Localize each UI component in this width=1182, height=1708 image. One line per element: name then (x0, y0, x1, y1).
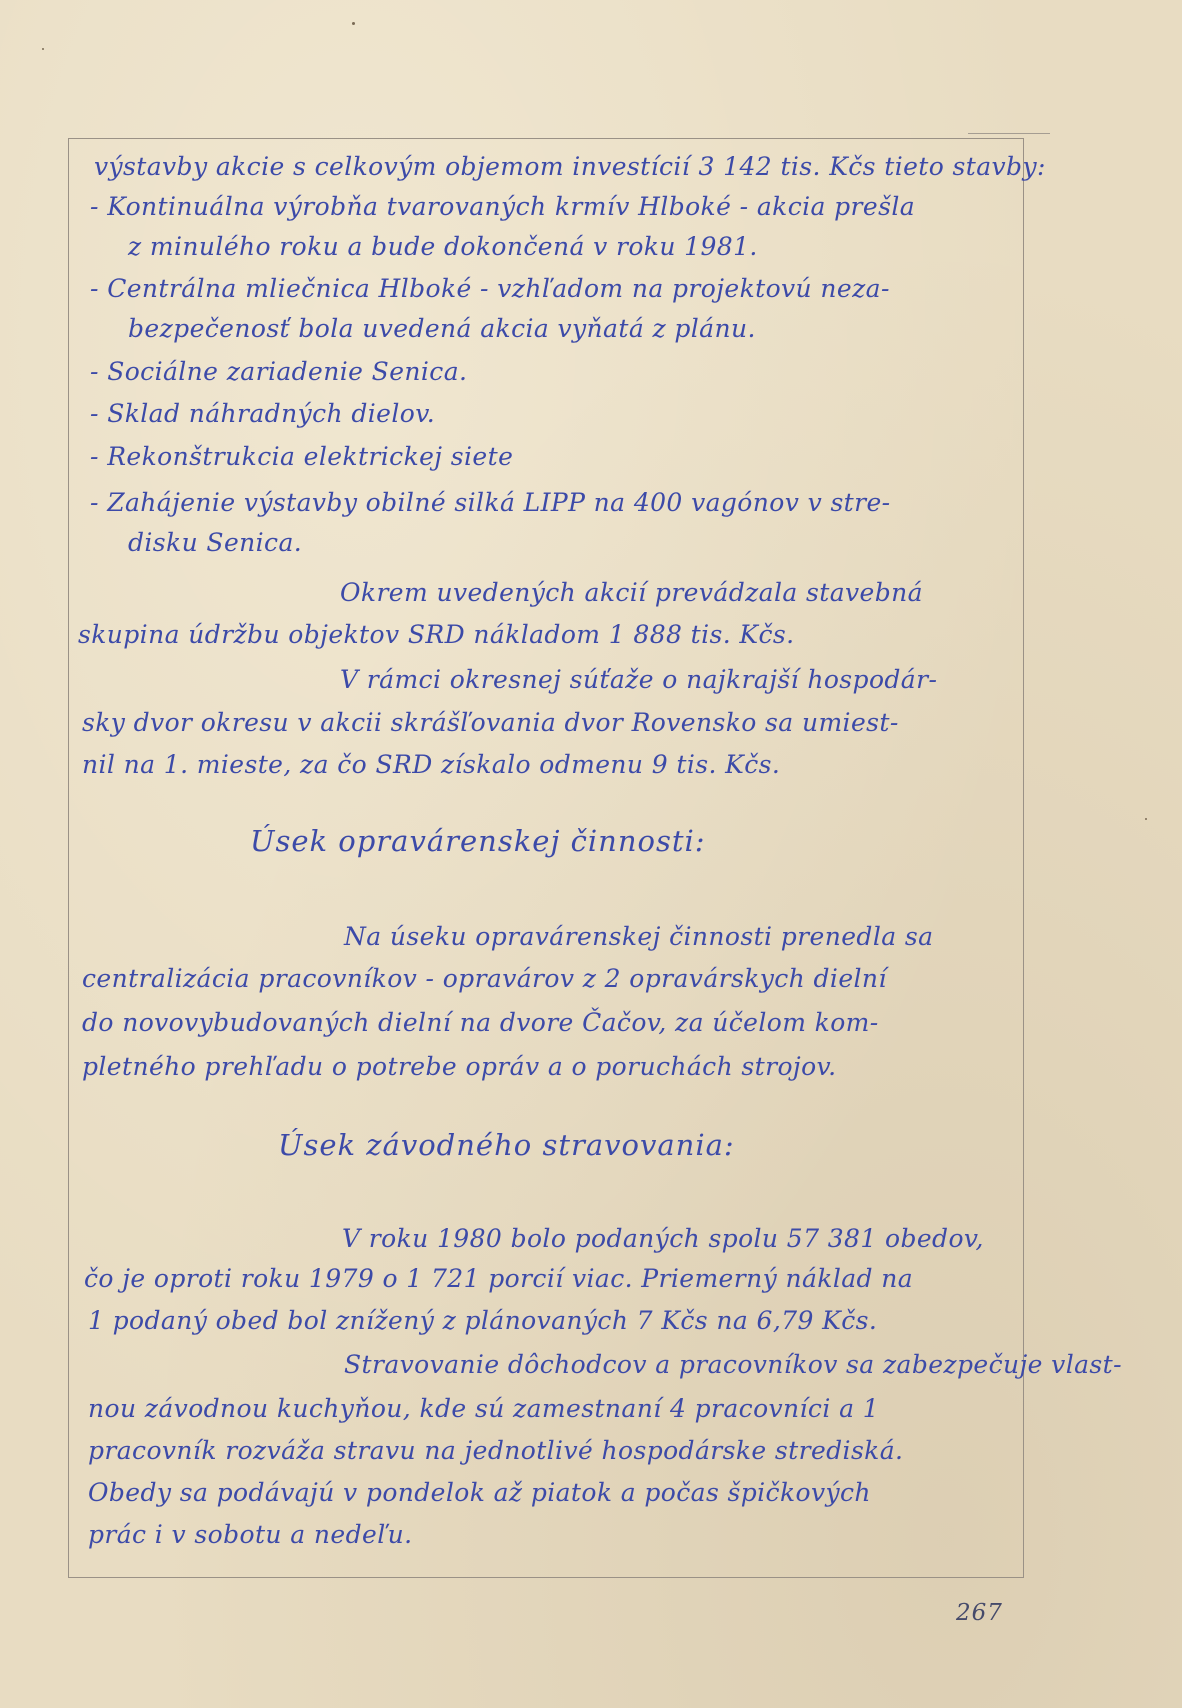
text-line: nou závodnou kuchyňou, kde sú zamestnaní 4 pracovníci a 1 (88, 1394, 880, 1423)
paper-speck (42, 48, 44, 50)
paper-speck (352, 22, 355, 25)
text-line: Obedy sa podávajú v pondelok až piatok a počas špičkových (88, 1478, 871, 1507)
text-line: sky dvor okresu v akcii skrášľovania dvor Rovensko sa umiest- (82, 708, 899, 737)
text-line: skupina údržbu objektov SRD nákladom 1 888 tis. Kčs. (78, 620, 795, 649)
text-line: bezpečenosť bola uvedená akcia vyňatá z plánu. (128, 314, 756, 343)
text-line: Stravovanie dôchodcov a pracovníkov sa zabezpečuje vlast- (344, 1350, 1122, 1379)
text-line: Na úseku opravárenskej činnosti prenedla sa (344, 922, 934, 951)
text-line: pletného prehľadu o potrebe opráv a o poruchách strojov. (82, 1052, 837, 1081)
text-line: - Sociálne zariadenie Senica. (90, 357, 468, 386)
text-line: - Sklad náhradných dielov. (90, 399, 436, 428)
section-heading: Úsek opravárenskej činnosti: (250, 824, 706, 858)
page-number: 267 (956, 1600, 1003, 1626)
text-line: nil na 1. mieste, za čo SRD získalo odmenu 9 tis. Kčs. (82, 750, 781, 779)
text-line: Okrem uvedených akcií prevádzala stavebná (340, 578, 923, 607)
paper-speck (1145, 818, 1147, 820)
section-heading: Úsek závodného stravovania: (278, 1128, 735, 1162)
text-line: disku Senica. (128, 528, 303, 557)
text-line: pracovník rozváža stravu na jednotlivé hospodárske strediská. (88, 1436, 904, 1465)
text-line: z minulého roku a bude dokončená v roku 1981. (128, 232, 758, 261)
text-line: centralizácia pracovníkov - opravárov z 2 opravárskych dielní (82, 964, 887, 993)
text-line: 1 podaný obed bol znížený z plánovaných 7 Kčs na 6,79 Kčs. (88, 1306, 878, 1335)
text-line: - Kontinuálna výrobňa tvarovaných krmív Hlboké - akcia prešla (90, 192, 916, 221)
text-line: prác i v sobotu a nedeľu. (88, 1520, 413, 1549)
text-line: V rámci okresnej súťaže o najkrajší hospodár- (340, 665, 938, 694)
text-line: do novovybudovaných dielní na dvore Čačov, za účelom kom- (82, 1008, 879, 1037)
frame-top-line-extension (968, 133, 1050, 134)
text-line: čo je oproti roku 1979 o 1 721 porcií viac. Priemerný náklad na (84, 1264, 914, 1293)
text-line: V roku 1980 bolo podaných spolu 57 381 obedov, (342, 1224, 984, 1253)
text-line: - Rekonštrukcia elektrickej siete (90, 442, 514, 471)
text-line: výstavby akcie s celkovým objemom investícií 3 142 tis. Kčs tieto stavby: (94, 152, 1046, 181)
text-line: - Zahájenie výstavby obilné silká LIPP na 400 vagónov v stre- (90, 488, 891, 517)
text-line: - Centrálna mliečnica Hlboké - vzhľadom na projektovú neza- (90, 274, 890, 303)
